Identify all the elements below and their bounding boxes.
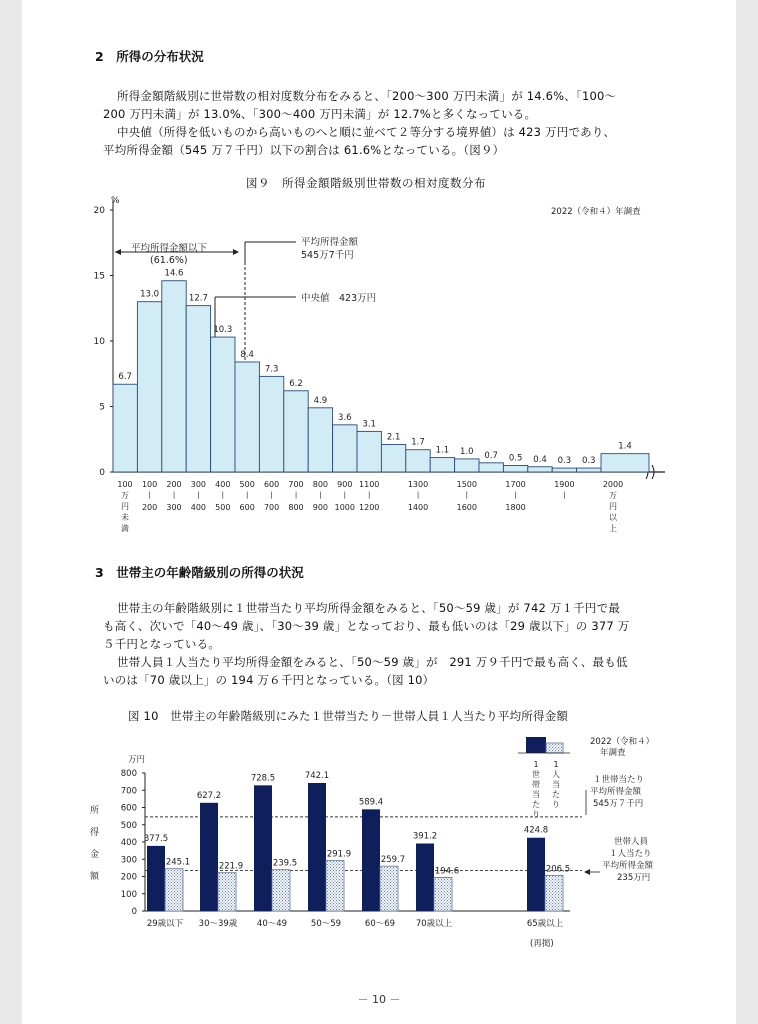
x-label-lower: 700 xyxy=(288,480,304,489)
bar-per-person xyxy=(434,877,452,911)
x-label-separator: | xyxy=(148,491,151,499)
x-label-separator: | xyxy=(368,491,371,499)
bar-value-label: 1.0 xyxy=(460,446,474,457)
bar-value-label: 4.9 xyxy=(313,395,328,406)
bar-per-household xyxy=(362,809,380,911)
x-label-lower: 600 xyxy=(263,480,280,489)
y-title-char: 額 xyxy=(90,872,100,882)
x-label-separator: | xyxy=(343,491,346,499)
x-label-first: 円 xyxy=(121,502,129,511)
x-label-last: 万 xyxy=(609,491,617,500)
bar-value-label: 8.4 xyxy=(240,349,254,360)
legend-label-per-person: り xyxy=(552,800,560,809)
bar-value-label: 7.3 xyxy=(264,364,279,375)
x-label-upper: 900 xyxy=(312,503,329,512)
x-label-upper: 1200 xyxy=(359,503,380,512)
x-label-upper: 700 xyxy=(263,503,280,512)
y-tick-label: 400 xyxy=(120,838,137,848)
bar-per-household xyxy=(147,846,165,911)
x-label-first: 満 xyxy=(121,524,129,533)
bar-value-label: 424.8 xyxy=(523,825,549,836)
bar-per-person xyxy=(165,869,183,911)
bar-value-label: 6.2 xyxy=(289,378,303,389)
x-label-lower: 1900 xyxy=(554,480,575,489)
x-label-upper: 1400 xyxy=(407,503,429,512)
y-unit-percent: % xyxy=(111,196,120,206)
x-label-last: 上 xyxy=(609,524,617,533)
person-mean-note: 平均所得金額 xyxy=(602,861,654,871)
below-mean-percent: (61.6%) xyxy=(150,255,188,266)
bar-value-label: 291.9 xyxy=(326,849,352,860)
legend-label-per-household: 世 xyxy=(532,770,540,779)
x-label-separator: | xyxy=(270,491,273,499)
bar-value-label: 0.5 xyxy=(508,453,523,464)
section-3-paragraph-line: も高く、次いで「40～49 歳」、「30～39 歳」となっており、最も低いのは「29 歳以下」の 377 万 xyxy=(103,619,630,633)
legend-label-per-household: 当 xyxy=(532,790,540,799)
category-label: 30～39歳 xyxy=(198,919,238,929)
bar-per-person xyxy=(380,866,398,911)
x-label-upper: 300 xyxy=(166,503,182,512)
x-label-lower: 100 xyxy=(141,480,158,489)
legend-label-per-person: 当 xyxy=(552,780,560,789)
x-label-separator: | xyxy=(172,491,176,499)
y-tick-label: 500 xyxy=(120,820,137,831)
bar-value-label: 206.5 xyxy=(545,864,571,875)
bar-value-label: 259.7 xyxy=(380,855,406,866)
bar-per-household xyxy=(254,785,272,911)
section-2-paragraph-line: 平均所得金額（545 万７千円）以下の割合は 61.6%となっている。（図９） xyxy=(103,143,505,157)
x-label-upper: 500 xyxy=(215,503,231,512)
y-tick-label: 200 xyxy=(120,872,137,883)
section-3-paragraph-line: 世帯主の年齢階級別に１世帯当たり平均所得金額をみると、「50～59 歳」が 742 万１千円で最 xyxy=(117,601,621,615)
y-unit-manyen: 万円 xyxy=(128,755,146,765)
legend-label-per-household: 帯 xyxy=(532,780,540,789)
figure-10-caption: 図 10 世帯主の年齢階級別にみた１世帯当たり－世帯人員１人当たり平均所得金額 xyxy=(128,709,569,723)
y-title-char: 得 xyxy=(90,828,100,838)
x-label-first: 万 xyxy=(121,491,129,500)
x-label-separator: | xyxy=(416,491,420,499)
x-label-upper: 1800 xyxy=(505,503,526,512)
bar-per-household xyxy=(308,783,326,911)
legend-swatch-per-person xyxy=(546,743,563,753)
x-label-separator: | xyxy=(294,491,298,499)
bar-per-person xyxy=(272,870,290,911)
legend-label-per-person: 人 xyxy=(552,770,560,779)
household-mean-note: 平均所得金額 xyxy=(590,787,642,797)
bar-value-label: 221.9 xyxy=(218,861,244,872)
y-tick-label: 15 xyxy=(93,271,105,282)
bar-per-person xyxy=(218,873,236,911)
bar-value-label: 391.2 xyxy=(412,831,438,842)
y-tick-label: 300 xyxy=(120,855,137,866)
x-label-upper: 1000 xyxy=(334,503,355,512)
y-tick-label: 0 xyxy=(99,468,105,478)
y-title-char: 金 xyxy=(90,850,100,860)
y-tick-label: 20 xyxy=(93,206,105,216)
x-label-lower: 300 xyxy=(190,480,207,489)
section-2-paragraph-line: 所得金額階級別に世帯数の相対度数分布をみると、「200～300 万円未満」が 14.6%、「100～ xyxy=(117,89,617,103)
bar-value-label: 627.2 xyxy=(196,790,222,801)
x-label-separator: | xyxy=(221,491,224,499)
x-label-last: 円 xyxy=(609,502,617,511)
legend-label-per-household: り xyxy=(532,810,540,819)
x-label-upper: 1600 xyxy=(456,503,477,512)
page-number: － 10 － xyxy=(357,993,401,1006)
x-label-last: 2000 xyxy=(602,480,624,489)
y-tick-label: 0 xyxy=(131,907,137,917)
x-label-lower: 1100 xyxy=(359,480,380,489)
bar-per-household xyxy=(200,803,218,911)
legend-label-per-household: 1 xyxy=(533,760,539,769)
section-2-paragraph-line: 中央値（所得を低いものから高いものへと順に並べて２等分する境界値）は 423 万円であり、 xyxy=(117,125,616,139)
household-mean-note: １世帯当たり xyxy=(593,775,645,785)
category-label: 65歳以上 xyxy=(526,919,564,929)
figure-9-caption: 図９ 所得金額階級別世帯数の相対度数分布 xyxy=(246,176,486,190)
y-tick-label: 5 xyxy=(99,402,105,413)
x-label-separator: | xyxy=(514,491,517,499)
bar-value-label: 377.5 xyxy=(143,833,169,844)
bar-per-person xyxy=(326,861,344,911)
x-label-lower: 800 xyxy=(312,480,329,489)
bar-value-label: 1.7 xyxy=(411,437,425,448)
bar-value-label: 12.7 xyxy=(188,293,208,304)
mean-income-label: 平均所得金額 xyxy=(301,237,359,248)
section-2-paragraph-line: 200 万円未満」が 13.0%、「300～400 万円未満」が 12.7%と多くなっている。 xyxy=(103,107,537,121)
legend-swatch-per-household xyxy=(526,737,546,753)
median-label: 中央値 423万円 xyxy=(301,293,377,304)
category-label: 70歳以上 xyxy=(415,919,453,929)
survey-note-line1: 2022（令和４） xyxy=(590,737,655,747)
x-label-separator: | xyxy=(465,491,468,499)
bar-value-label: 194.6 xyxy=(434,866,460,877)
x-label-lower: 500 xyxy=(239,480,255,489)
section-3-paragraph-line: 世帯人員１人当たり平均所得金額をみると、「50～59 歳」が 291 万９千円で最も高く、最も低 xyxy=(117,655,628,669)
section-3-paragraph-line: ５千円となっている。 xyxy=(103,637,220,651)
x-label-lower: 900 xyxy=(337,480,353,489)
survey-note: 2022（令和４）年調査 xyxy=(551,207,641,217)
bar-value-label: 0.7 xyxy=(484,450,498,461)
x-label-first: 100 xyxy=(117,480,133,489)
section-2-heading: 2 所得の分布状況 xyxy=(95,49,204,64)
section-3-heading: 3 世帯主の年齢階級別の所得の状況 xyxy=(95,565,304,580)
bar-value-label: 10.3 xyxy=(213,325,233,336)
person-mean-note: 235万円 xyxy=(617,873,651,883)
bar-value-label: 728.5 xyxy=(250,773,276,784)
y-tick-label: 700 xyxy=(120,786,137,797)
y-title-char: 所 xyxy=(90,806,100,816)
x-label-separator: | xyxy=(246,491,249,499)
bar-value-label: 742.1 xyxy=(304,770,330,781)
x-label-lower: 1300 xyxy=(407,480,429,489)
bar-value-label: 2.1 xyxy=(386,432,401,443)
y-tick-label: 10 xyxy=(93,337,105,347)
y-tick-label: 800 xyxy=(120,769,137,779)
x-label-upper: 800 xyxy=(288,503,304,512)
bar-value-label: 6.7 xyxy=(118,372,132,383)
y-tick-label: 100 xyxy=(120,889,137,900)
bar-value-label: 3.1 xyxy=(362,419,376,430)
bar-value-label: 1.1 xyxy=(435,445,450,456)
category-label: 50～59 xyxy=(310,919,342,929)
below-mean-label: 平均所得金額以下 xyxy=(131,243,208,254)
x-label-separator: | xyxy=(563,491,566,499)
x-label-upper: 200 xyxy=(141,503,158,512)
x-label-last: 以 xyxy=(609,513,617,522)
category-label: 40～49 xyxy=(256,919,288,929)
x-label-upper: 400 xyxy=(190,503,207,512)
legend-label-per-person: た xyxy=(552,790,560,799)
bar-per-household xyxy=(527,838,545,911)
bar-value-label: 14.6 xyxy=(164,268,184,279)
household-mean-note: 545万７千円 xyxy=(593,799,644,809)
bar-value-label: 3.6 xyxy=(338,412,352,423)
x-label-upper: 600 xyxy=(239,503,255,512)
category-label: 29歳以下 xyxy=(146,919,184,929)
mean-income-value: 545万7千円 xyxy=(301,250,354,261)
bar-value-label: 13.0 xyxy=(140,289,160,300)
bar-per-household xyxy=(416,844,434,911)
bar-value-label: 0.3 xyxy=(582,456,596,467)
legend-label-per-household: た xyxy=(532,800,540,809)
bar-value-label: 0.4 xyxy=(533,454,547,465)
bar-value-label: 239.5 xyxy=(272,858,298,869)
legend-label-per-person: 1 xyxy=(553,760,559,769)
bar-value-label: 1.4 xyxy=(618,441,632,452)
x-label-lower: 1500 xyxy=(456,480,477,489)
x-label-lower: 200 xyxy=(166,480,182,489)
x-label-lower: 1700 xyxy=(505,480,526,489)
bar-value-label: 589.4 xyxy=(358,797,384,808)
section-3-paragraph-line: いのは「70 歳以上」の 194 万６千円となっている。（図 10） xyxy=(103,673,435,687)
x-label-separator: | xyxy=(319,491,322,499)
bar-per-person xyxy=(545,875,563,911)
x-label-separator: | xyxy=(197,491,200,499)
x-label-lower: 400 xyxy=(215,480,231,489)
person-mean-note: 世帯人員 xyxy=(614,837,649,847)
category-note-repost: (再掲) xyxy=(530,939,554,949)
x-label-first: 未 xyxy=(121,513,129,522)
person-mean-note: １人当たり xyxy=(609,849,652,859)
category-label: 60～69 xyxy=(364,919,396,929)
bar-value-label: 0.3 xyxy=(557,456,572,467)
y-tick-label: 600 xyxy=(120,803,137,814)
bar-value-label: 245.1 xyxy=(165,857,191,868)
survey-note-line2: 年調査 xyxy=(600,748,626,758)
